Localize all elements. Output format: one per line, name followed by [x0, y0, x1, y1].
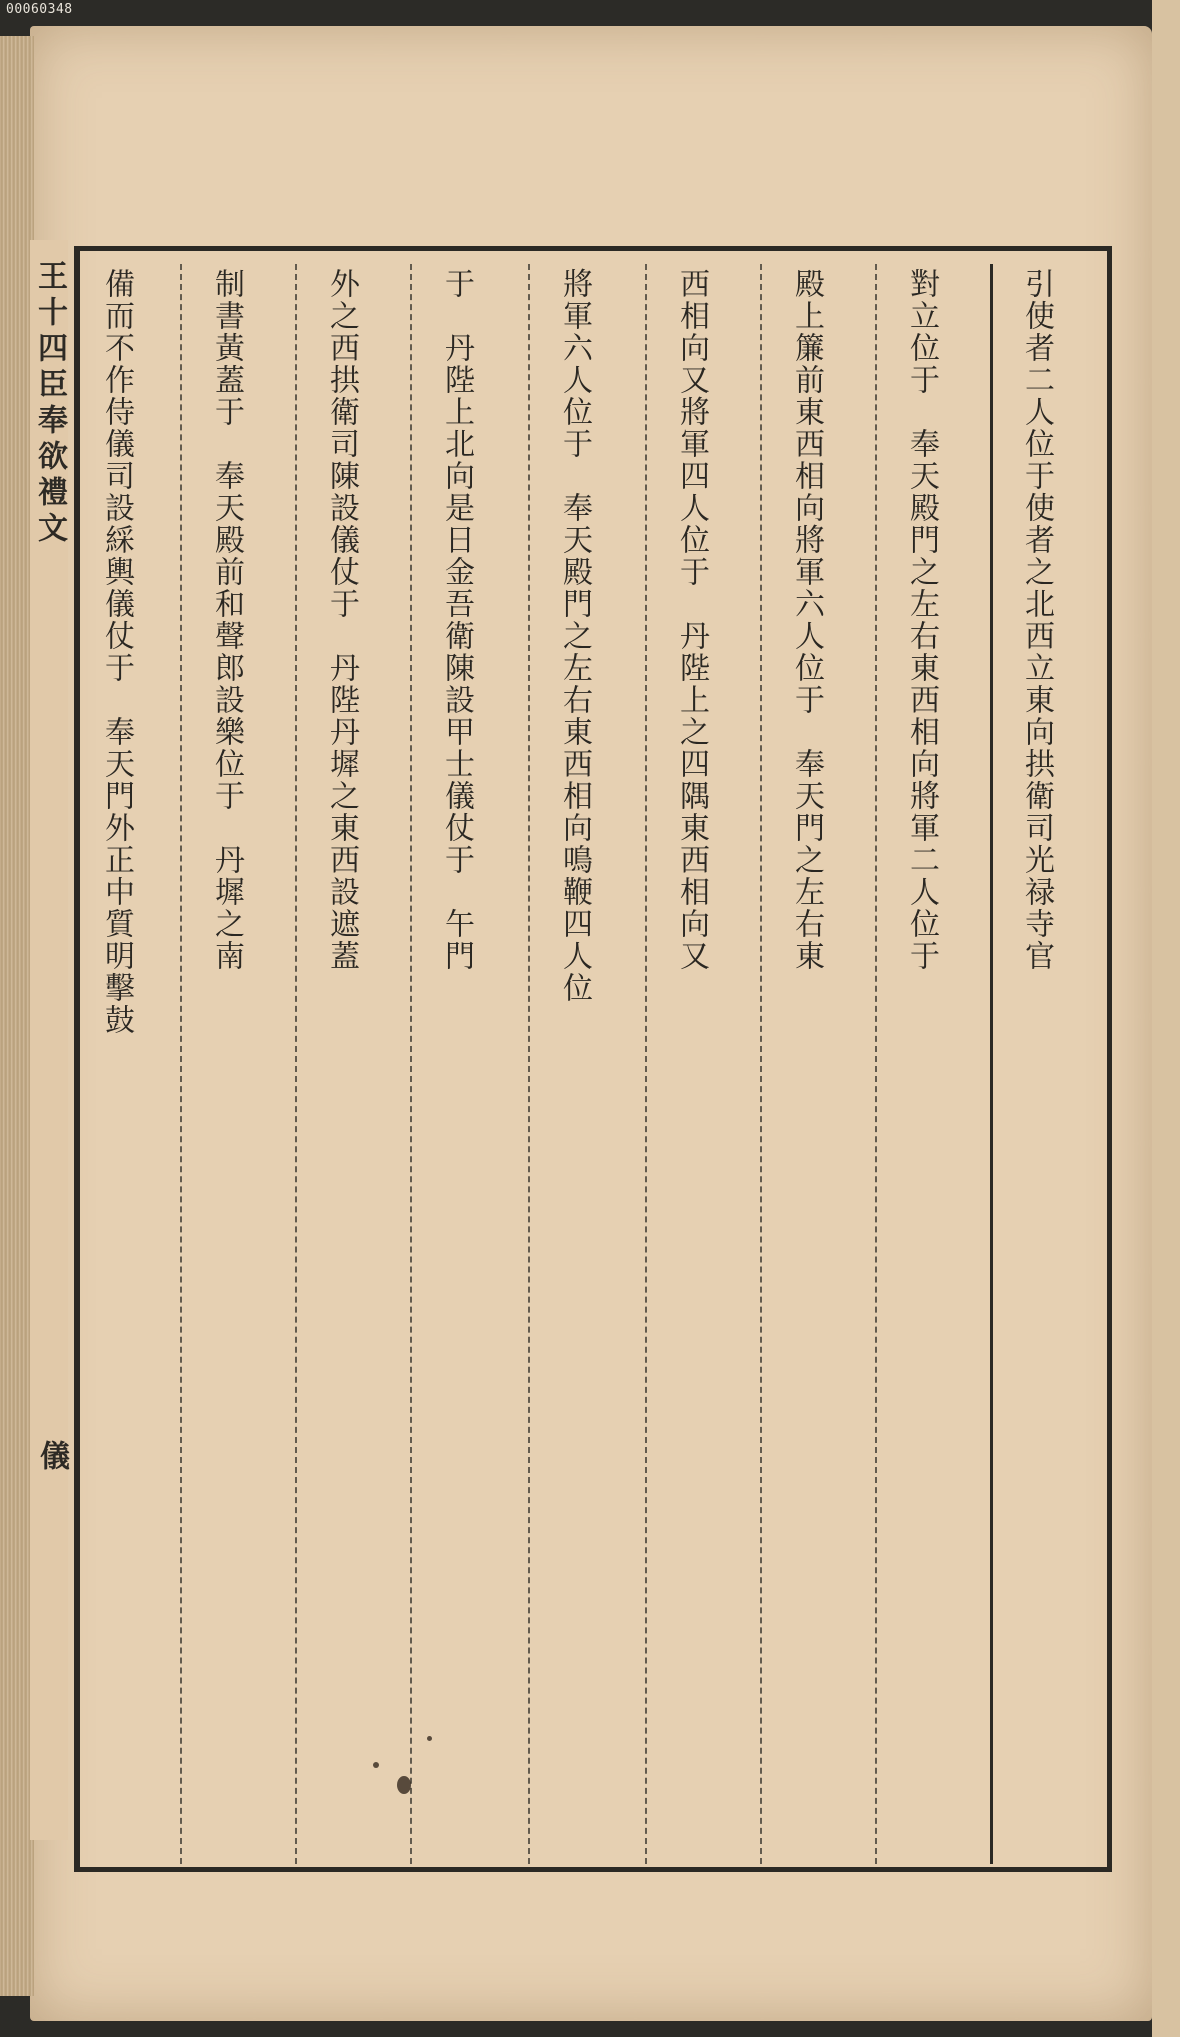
text-column-8: 制書黃蓋于 奉天殿前和聲郎設樂位于 丹墀之南: [209, 268, 244, 972]
column-rule: [528, 264, 530, 1864]
text-column-6: 于 丹陛上北向是日金吾衛陳設甲士儀仗于 午門: [439, 268, 474, 972]
column-rule: [295, 264, 297, 1864]
text-column-4: 西相向又將軍四人位于 丹陛上之四隅東西相向又: [674, 268, 709, 972]
text-column-1: 引使者二人位于使者之北西立東向拱衛司光禄寺官: [1019, 268, 1054, 972]
left-page-fragment-2: 儀: [34, 1440, 69, 1470]
scan-id-label: 00060348: [6, 2, 73, 17]
column-rule: [760, 264, 762, 1864]
column-rule: [180, 264, 182, 1864]
right-page-strip: [1152, 0, 1180, 2037]
column-rule: [875, 264, 877, 1864]
left-page-fragment: 王十四臣奉欲禮文: [32, 260, 67, 548]
ink-stain: [373, 1762, 379, 1768]
column-rule: [990, 264, 993, 1864]
ink-stain: [397, 1776, 411, 1794]
page-edge-stack: [0, 36, 34, 1996]
text-column-2: 對立位于 奉天殿門之左右東西相向將軍二人位于: [904, 268, 939, 972]
text-column-7: 外之西拱衛司陳設儀仗于 丹陛丹墀之東西設遮蓋: [324, 268, 359, 972]
column-rule: [410, 264, 412, 1864]
text-column-3: 殿上簾前東西相向將軍六人位于 奉天門之左右東: [789, 268, 824, 972]
column-rule: [645, 264, 647, 1864]
text-column-5: 將軍六人位于 奉天殿門之左右東西相向鳴鞭四人位: [557, 268, 592, 1004]
text-column-9: 備而不作侍儀司設綵輿儀仗于 奉天門外正中質明擊鼓: [99, 268, 134, 1036]
ink-stain: [427, 1736, 432, 1741]
